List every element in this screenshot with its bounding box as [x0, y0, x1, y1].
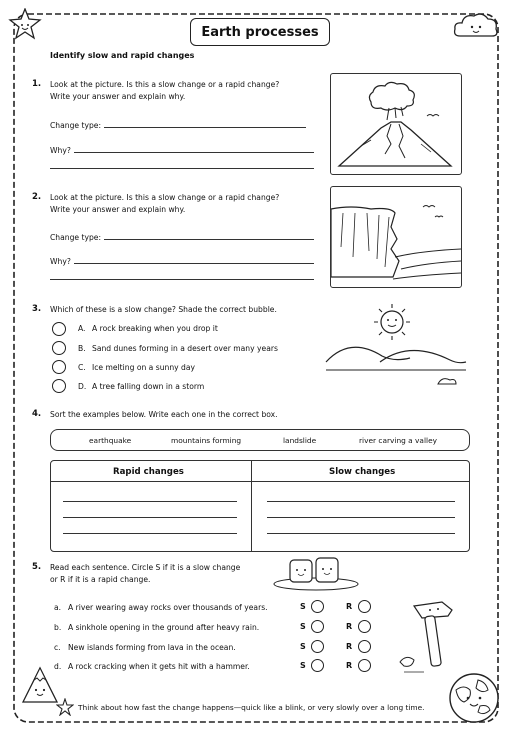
q2-number: 2.: [32, 192, 42, 202]
q5-b-s-label: S: [300, 622, 306, 631]
hammer-icon: [394, 598, 470, 678]
q4-word-earthquake: earthquake: [89, 436, 132, 445]
sun-and-dunes-icon: [320, 300, 470, 392]
q2-why-answer-line-2[interactable]: [50, 279, 314, 280]
q4-slow-header: Slow changes: [329, 467, 396, 477]
q1-why-label: Why?: [50, 146, 71, 155]
q3-bubble-c[interactable]: [52, 360, 66, 374]
q3-bubble-b[interactable]: [52, 341, 66, 355]
q3-option-b-letter: B.: [78, 344, 86, 353]
q5-item-b-letter: b.: [54, 623, 62, 632]
cliff-icon: [331, 187, 461, 287]
q4-word-river-carving: river carving a valley: [359, 436, 437, 445]
q5-item-d-letter: d.: [54, 662, 62, 671]
q5-a-s-label: S: [300, 602, 306, 611]
q3-option-c-letter: C.: [78, 363, 86, 372]
q5-c-s-label: S: [300, 642, 306, 651]
q5-number: 5.: [32, 562, 42, 572]
q4-number: 4.: [32, 409, 42, 419]
q4-slow-line-2[interactable]: [267, 517, 455, 518]
q4-rapid-line-1[interactable]: [63, 501, 237, 502]
q5-d-s-label: S: [300, 661, 306, 670]
q5-item-c-letter: c.: [54, 643, 61, 652]
q4-word-mountains-forming: mountains forming: [171, 436, 242, 445]
q2-line2: Write your answer and explain why.: [50, 205, 186, 214]
q4-rapid-line-2[interactable]: [63, 517, 237, 518]
q1-line2: Write your answer and explain why.: [50, 92, 186, 101]
melting-ice-cubes-icon: [270, 552, 362, 592]
q5-item-c-text: New islands forming from lava in the ocean.: [68, 643, 236, 652]
q5-a-r-circle[interactable]: [358, 600, 371, 613]
earth-mascot-icon: [446, 670, 502, 726]
volcano-icon: [331, 74, 461, 174]
q4-sort-table: [50, 460, 470, 552]
q3-question: Which of these is a slow change? Shade the correct bubble.: [50, 305, 277, 314]
q2-why-answer-line[interactable]: [74, 263, 314, 264]
q1-picture-frame: [330, 73, 462, 175]
q4-word-landslide: landslide: [283, 436, 317, 445]
q3-option-d-letter: D.: [78, 382, 87, 391]
q1-change-label: Change type:: [50, 121, 102, 130]
q3-option-b-text: Sand dunes forming in a desert over many years: [92, 344, 278, 353]
page-subtitle: Identify slow and rapid changes: [50, 51, 195, 60]
q2-change-label: Change type:: [50, 233, 102, 242]
q5-item-d-text: A rock cracking when it gets hit with a hammer.: [68, 662, 250, 671]
q5-d-r-label: R: [346, 661, 353, 670]
footer-tip: Think about how fast the change happens—quick like a blink, or very slowly over a long time.: [78, 703, 425, 712]
q3-number: 3.: [32, 304, 42, 314]
q3-option-a-letter: A.: [78, 324, 86, 333]
q3-option-c-text: Ice melting on a sunny day: [92, 363, 196, 372]
q3-bubble-d[interactable]: [52, 379, 66, 393]
q5-c-s-circle[interactable]: [311, 640, 324, 653]
q4-word-bank: [50, 429, 470, 451]
mountain-mascot-icon: [20, 664, 60, 704]
q5-d-r-circle[interactable]: [358, 659, 371, 672]
q4-sort-divider: [251, 461, 252, 551]
q1-line1: Look at the picture. Is this a slow change or a rapid change?: [50, 80, 280, 89]
q5-item-b-text: A sinkhole opening in the ground after heavy rain.: [68, 623, 260, 632]
q3-bubble-a[interactable]: [52, 322, 66, 336]
q4-rapid-header: Rapid changes: [113, 467, 184, 477]
q5-a-r-label: R: [346, 602, 353, 611]
q5-b-r-label: R: [346, 622, 353, 631]
q3-option-d-text: A tree falling down in a storm: [92, 382, 205, 391]
star-mascot-icon: [8, 8, 42, 40]
q1-number: 1.: [32, 79, 42, 89]
q4-rapid-line-3[interactable]: [63, 533, 237, 534]
q2-change-answer-line[interactable]: [104, 239, 314, 240]
cloud-mascot-icon: [452, 10, 500, 40]
page-title: Earth processes: [190, 18, 330, 46]
q5-b-s-circle[interactable]: [311, 620, 324, 633]
q5-d-s-circle[interactable]: [311, 659, 324, 672]
q5-c-r-circle[interactable]: [358, 640, 371, 653]
q1-change-answer-line[interactable]: [104, 127, 306, 128]
q4-instruction: Sort the examples below. Write each one in the correct box.: [50, 410, 278, 419]
q4-slow-line-1[interactable]: [267, 501, 455, 502]
q1-why-answer-line[interactable]: [74, 152, 314, 153]
q2-why-label: Why?: [50, 257, 71, 266]
q1-why-answer-line-2[interactable]: [50, 168, 314, 169]
q5-line2: or R if it is a rapid change.: [50, 575, 151, 584]
q2-picture-frame: [330, 186, 462, 288]
q5-line1: Read each sentence. Circle S if it is a slow change: [50, 563, 241, 572]
q3-option-a-text: A rock breaking when you drop it: [92, 324, 218, 333]
star-icon: [56, 698, 74, 716]
q5-item-a-text: A river wearing away rocks over thousands of years.: [68, 603, 268, 612]
q5-a-s-circle[interactable]: [311, 600, 324, 613]
q2-line1: Look at the picture. Is this a slow change or a rapid change?: [50, 193, 280, 202]
q5-item-a-letter: a.: [54, 603, 62, 612]
q4-slow-line-3[interactable]: [267, 533, 455, 534]
q5-b-r-circle[interactable]: [358, 620, 371, 633]
q5-c-r-label: R: [346, 642, 353, 651]
